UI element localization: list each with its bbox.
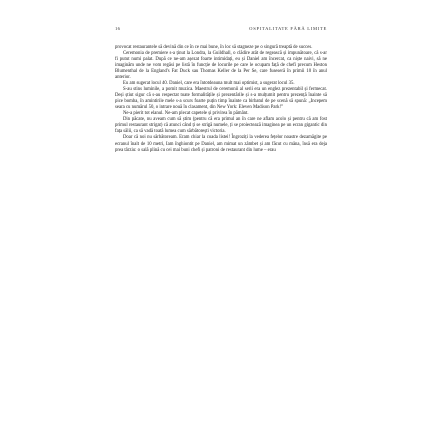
paragraph: Eu am sugerat locul 40. Daniel, care era întotdeauna mult mai optimist, a sugerat locul 35. bbox=[123, 81, 295, 87]
paragraph: Din păcate, nu aveam cum să știm (pentru că era primul an în care ne aflam acolo și pentru că am fost primul restaurant strigat) că atunci când ți se strigă numele, ți se proiectează imaginea pe un ecran gigantic din fața sălii, ca să vadă toată lumea cum sărbătorești victoria. bbox=[115, 117, 327, 135]
paragraph: Ceremonia de premiere s-a ținut la Londra, la Guildhall, o clădire atât de regească și impunătoare, că s-ar fi putut numi palat. După ce ne-am așezat foarte intimidați, eu și Daniel am încercat, ca niște naivi, să ne imaginăm unde ne vom regăsi pe listă în funcție de locurile pe care le ocupam față de chefi precum Heston Blumenthal de la England's Fat Duck sau Thomas Keller de la Per Se, care fuseseră în primii 10 în anul anterior. bbox=[115, 51, 327, 81]
paragraph: S-au stins luminile, a pornit muzica. Maestrul de ceremonii al serii era un englez prezentabil și fermecat. Deși știut sigur că s-au respectat toate formalitățile și prezentările și s-a mulțumit pentru prezență înainte să pice bomba, în amintirile mele s-a scurs foarte puțin timp înainte ca birbatul de pe scenă să spună: „Incepem seara cu numărul 50, o intrare nouă în clasament, din New York: Eleven Madison Park!” bbox=[115, 87, 327, 111]
page-header bbox=[115, 26, 327, 31]
paragraph: provocat restaurantele să devină din ce în ce mai bune, în loc să stagneze pe o singură treaptă de succes. bbox=[115, 45, 313, 50]
paragraph: Doar că noi nu sărbătoream. Eram chiar la coada listei! Îngroziți la vederea fețelor noastre dezamăgite pe ecranul înalt de 10 metri, Iam înghiontit pe Daniel, am mimat un zâmbet și am făcut cu mâna, însă era deja prea târziu: o sală plină cu cei mai buni chefi și patroni de restaurant din lume – erau bbox=[115, 135, 327, 153]
running-title: OSPITALITATE FĂRĂ LIMITE bbox=[249, 26, 327, 31]
body-text bbox=[115, 45, 327, 154]
page-number: 16 bbox=[115, 26, 121, 31]
paragraph: Ne-a pierit tot elanul. Ne-am plecat capetele și privirea în pământ. bbox=[123, 111, 249, 117]
